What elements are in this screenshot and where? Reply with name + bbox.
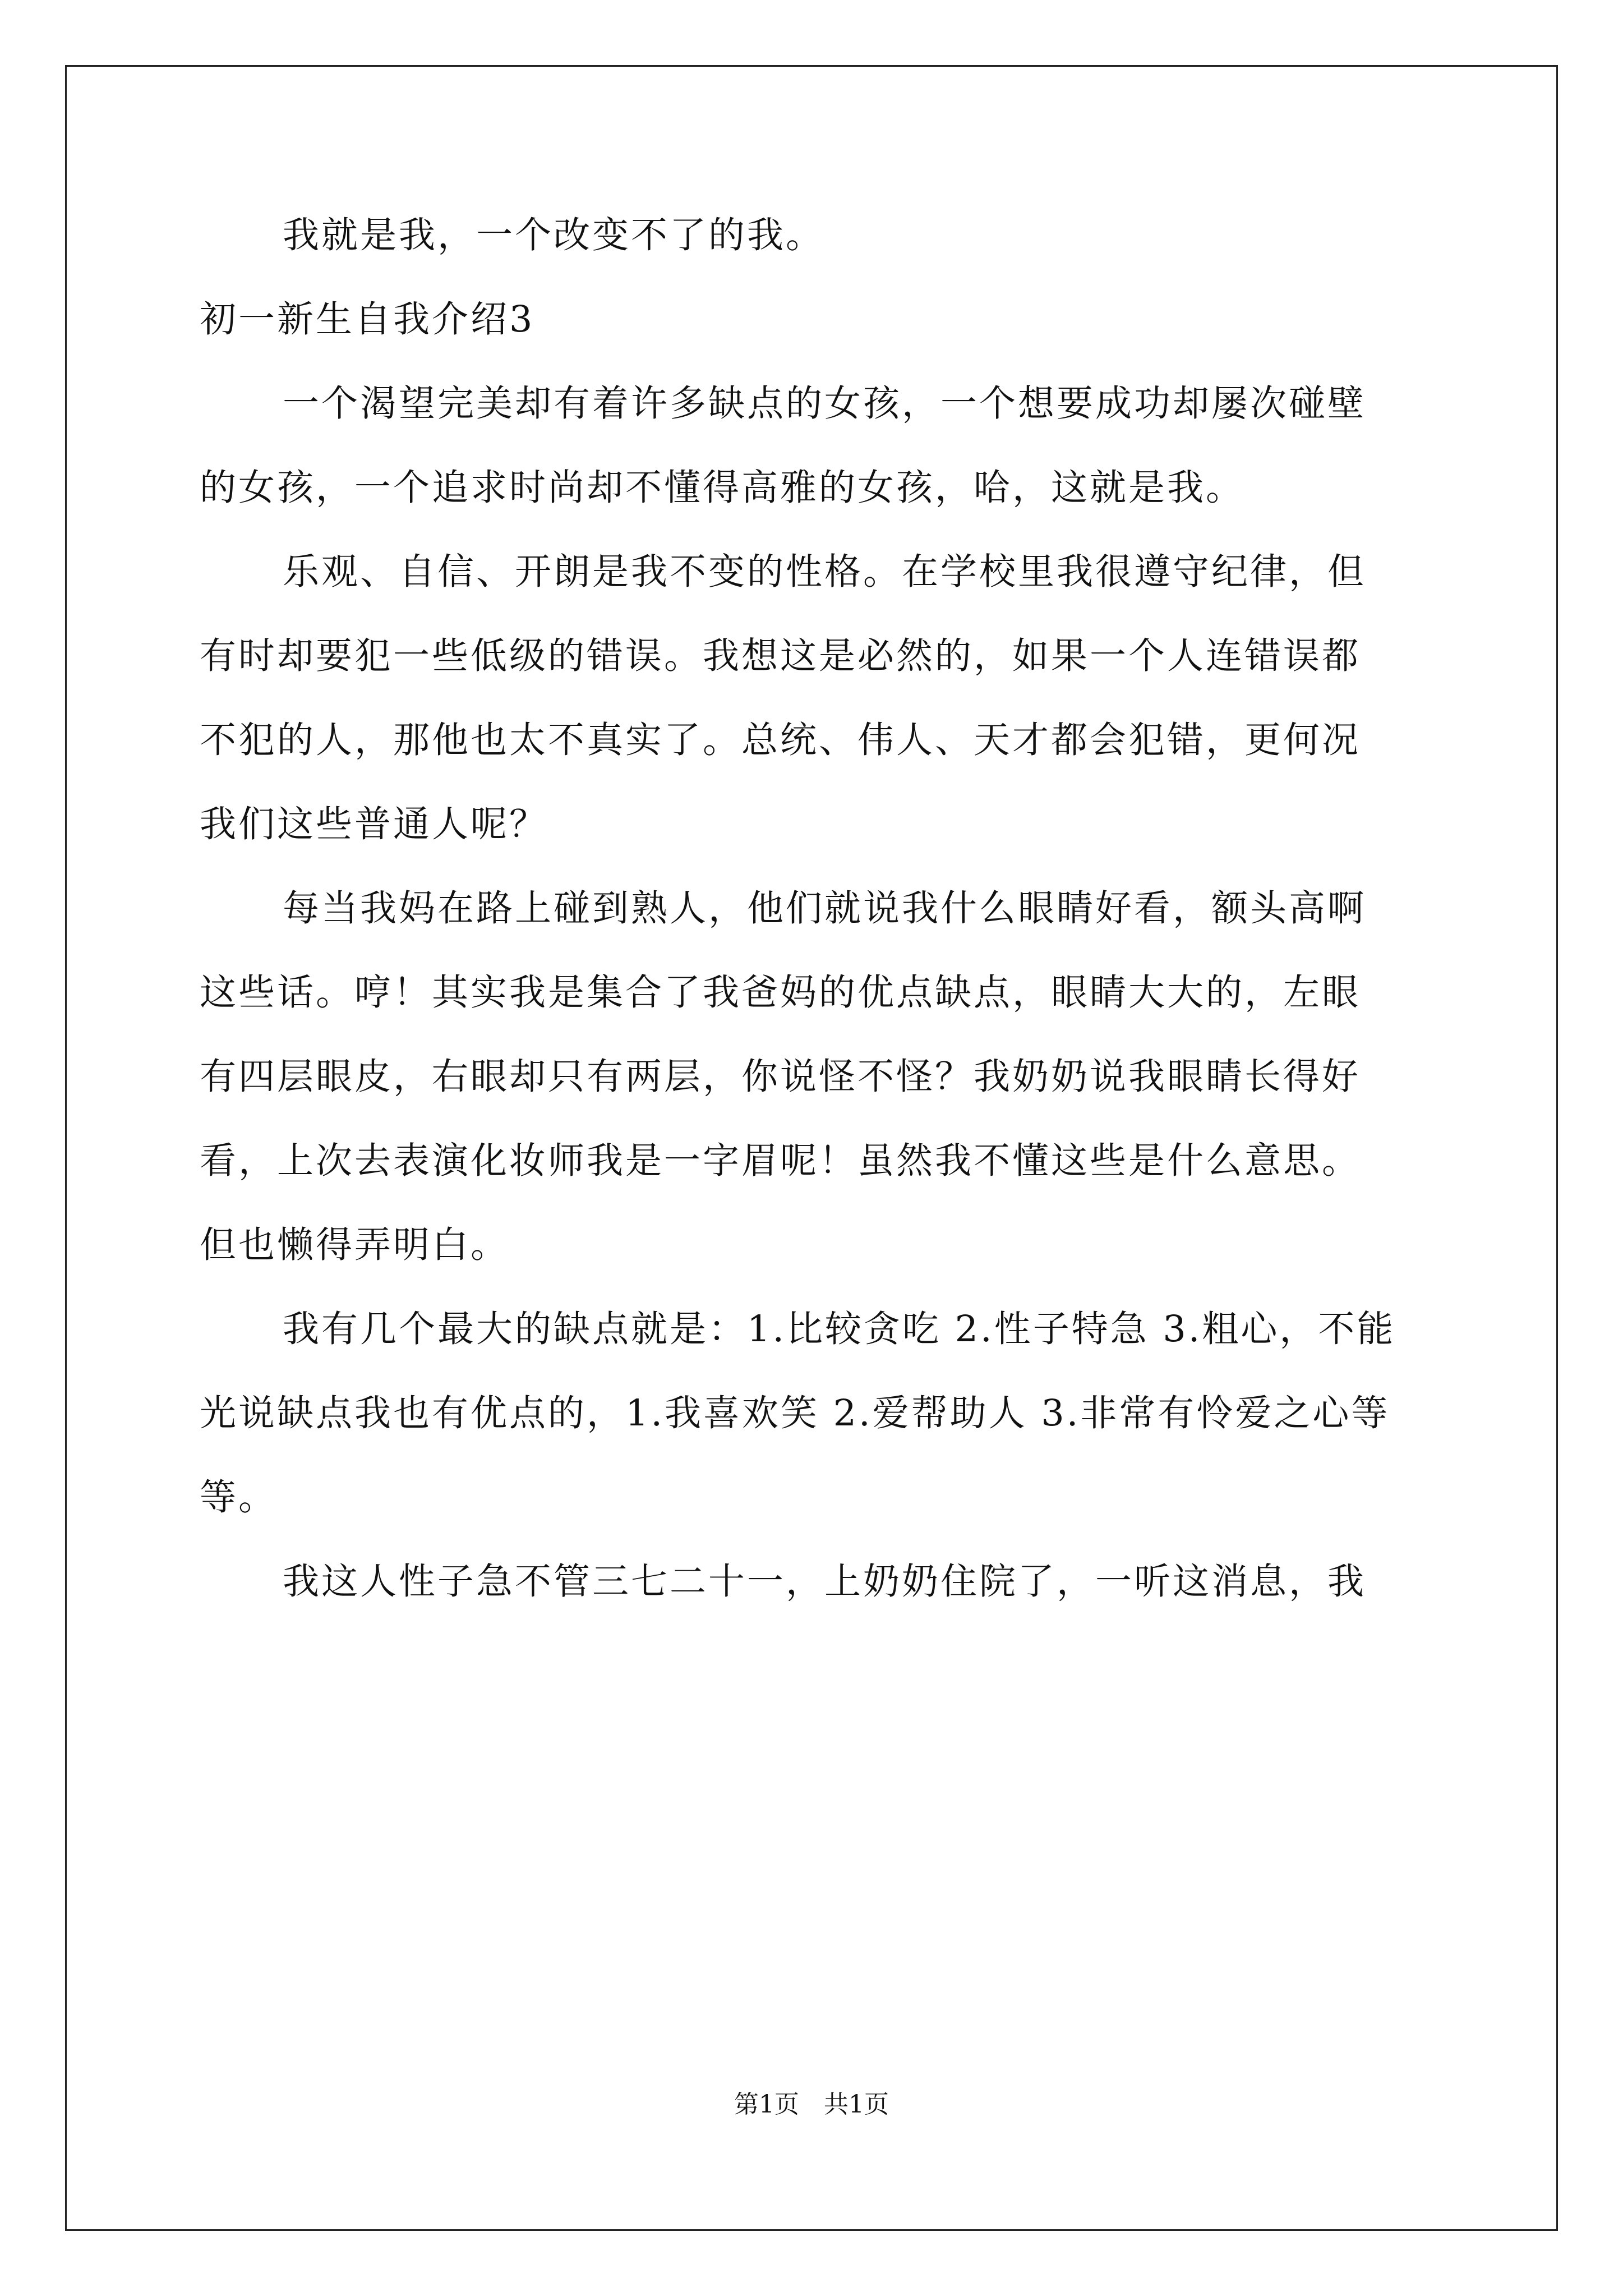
paragraph-line: 的女孩，一个追求时尚却不懂得高雅的女孩，哈，这就是我。 bbox=[200, 467, 1245, 509]
paragraph-line: 我们这些普通人呢？ bbox=[200, 803, 548, 845]
paragraph-line: 我就是我，一个改变不了的我。 bbox=[283, 214, 825, 256]
paragraph-line: 我有几个最大的缺点就是：1.比较贪吃 2.性子特急 3.粗心，不能 bbox=[283, 1308, 1396, 1350]
page-number-footer: 第1页 共1页 bbox=[734, 2090, 889, 2119]
paragraph-line: 但也懒得弄明白。 bbox=[200, 1224, 510, 1266]
paragraph-line: 有时却要犯一些低级的错误。我想这是必然的，如果一个人连错误都 bbox=[200, 635, 1361, 677]
paragraph-line: 看，上次去表演化妆师我是一字眉呢！虽然我不懂这些是什么意思。 bbox=[200, 1140, 1361, 1182]
paragraph-line: 光说缺点我也有优点的，1.我喜欢笑 2.爱帮助人 3.非常有怜爱之心等 bbox=[200, 1392, 1390, 1434]
paragraph-line: 不犯的人，那他也太不真实了。总统、伟人、天才都会犯错，更何况 bbox=[200, 719, 1361, 761]
paragraph-line: 一个渴望完美却有着许多缺点的女孩，一个想要成功却屡次碰壁 bbox=[283, 383, 1367, 425]
section-heading: 初一新生自我介绍3 bbox=[200, 298, 535, 341]
paragraph-line: 每当我妈在路上碰到熟人，他们就说我什么眼睛好看，额头高啊 bbox=[283, 887, 1367, 930]
paragraph-line: 这些话。哼！其实我是集合了我爸妈的优点缺点，眼睛大大的，左眼 bbox=[200, 972, 1361, 1014]
paragraph-line: 有四层眼皮，右眼却只有两层，你说怪不怪？我奶奶说我眼睛长得好 bbox=[200, 1056, 1361, 1098]
paragraph-line: 乐观、自信、开朗是我不变的性格。在学校里我很遵守纪律，但 bbox=[283, 551, 1367, 593]
paragraph-line: 我这人性子急不管三七二十一，上奶奶住院了，一听这消息，我 bbox=[283, 1561, 1367, 1603]
paragraph-line: 等。 bbox=[200, 1476, 278, 1519]
